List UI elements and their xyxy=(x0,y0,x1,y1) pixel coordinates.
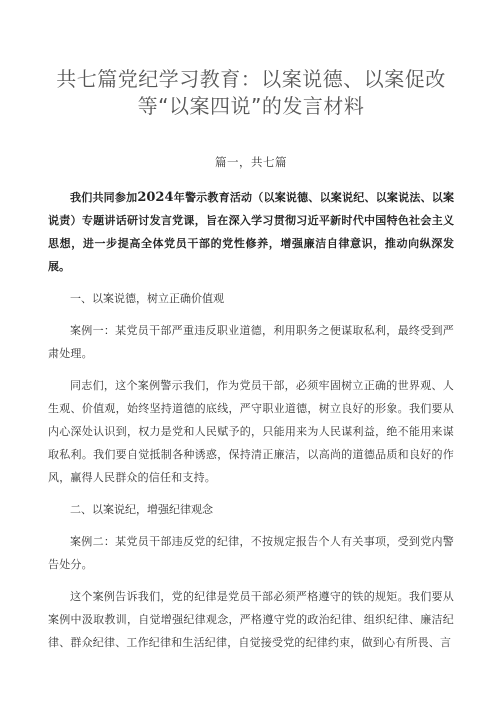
case-paragraph-2: 案例二：某党员干部违反党的纪律，不按规定报告个人有关事项，受到党内警告处分。 xyxy=(48,535,454,571)
document-title: 共七篇党纪学习教育：以案说德、以案促改等“以案四说”的发言材料 xyxy=(56,67,446,118)
intro-prefix: 我们共同参加 xyxy=(70,191,138,204)
case-paragraph-1: 案例一：某党员干部严重违反职业道德，利用职务之便谋取私利，最终受到严肃处理。 xyxy=(48,324,454,360)
intro-paragraph xyxy=(48,186,454,278)
document-subtitle: 篇一，共七篇 xyxy=(215,155,287,169)
intro-year: 2024 xyxy=(137,190,174,205)
body-paragraph-2: 这个案例告诉我们，党的纪律是党员干部必须严格遵守的铁的规矩。我们要从案例中汲取教训，自觉增强纪律观念，严格遵守党的政治纪律、组织纪律、廉洁纪律、群众纪律、工作纪律和生活纪律，自觉接受党的纪律约束，做到心有所畏、言 xyxy=(48,590,454,649)
intro-rest: 年警示教育活动（以案说德、以案说纪、以案说法、以案说责）专题讲话研讨发言党课，旨在深入学习贯彻习近平新时代中国特色社会主义思想，进一步提高全体党员干部的党性修养，增强廉洁自律意识，推动向纵深发展。 xyxy=(48,191,455,273)
section-heading-2: 二、以案说纪，增强纪律观念 xyxy=(70,503,213,516)
section-heading-1: 一、以案说德，树立正确价值观 xyxy=(70,292,224,305)
body-paragraph-1: 同志们，这个案例警示我们，作为党员干部，必须牢固树立正确的世界观、人生观、价值观，始终坚持道德的底线，严守职业道德，树立良好的形象。我们要从内心深处认识到，权力是党和人民赋予的，只能用来为人民谋利益，绝不能用来谋取私利。我们要自觉抵制各种诱惑，保持清正廉洁，以高尚的道德品质和良好的作风，赢得人民群众的信任和支持。 xyxy=(48,379,454,484)
